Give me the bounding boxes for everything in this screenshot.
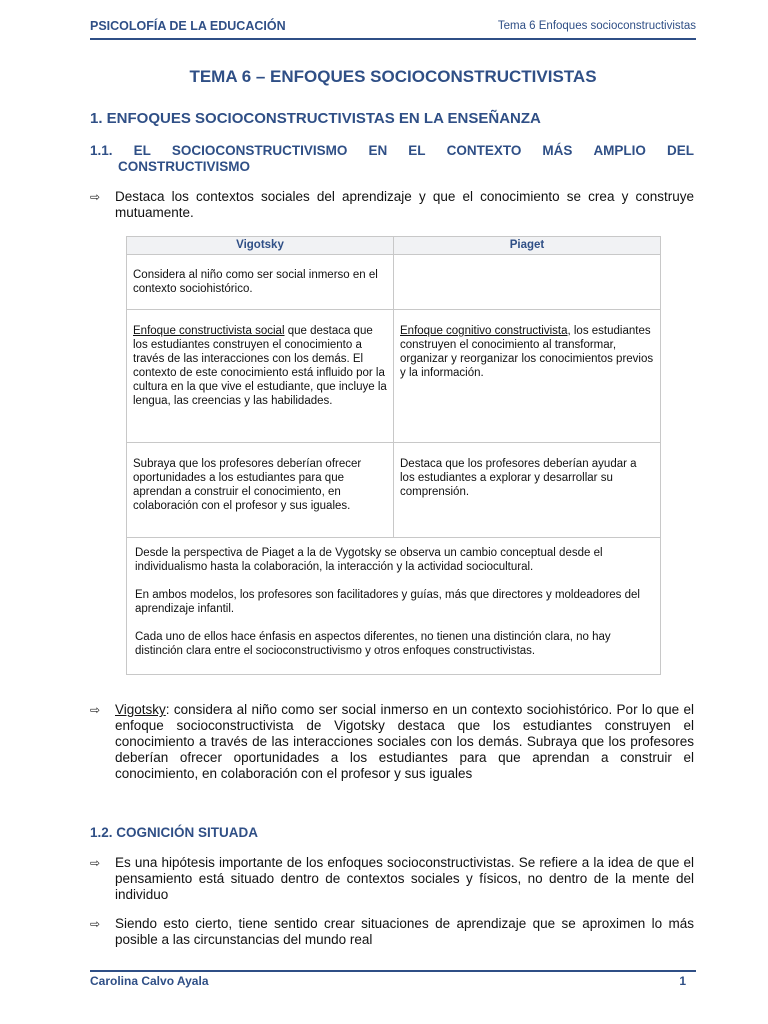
column-header-vigotsky: Vigotsky: [127, 237, 394, 255]
bullet-text-rest: : considera al niño como ser social inmerso en un contexto sociohistórico. Por lo que el enfoque socioconstructivista de Vigotsky destaca que los estudiantes construyen el conocimiento a través de las interacciones sociales con los demás. Subraya que los profesores deberían ofrecer oportunidades a los estudiantes para que aprendan a construir el conocimiento, en colaboración con el profesor y sus iguales: [115, 702, 694, 781]
summary-paragraph: Desde la perspectiva de Piaget a la de Vygotsky se observa un cambio conceptual desde el individualismo hasta la colaboración, la interacción y la actividad sociocultural.: [135, 547, 603, 573]
table-row: [127, 443, 661, 538]
underlined-term: Vigotsky: [115, 702, 166, 717]
page-footer: [90, 970, 696, 990]
section-1-1-line1: [90, 143, 694, 159]
cell-text-rest: , los estudiantes construyen el conocimiento al transformar, organizar y reorganizar los conocimientos previos y la información.: [400, 325, 654, 379]
summary-paragraph: Cada uno de ellos hace énfasis en aspectos diferentes, no tienen una distinción clara, no hay distinción clara entre el socioconstructivismo y otros enfoques constructivistas.: [135, 631, 611, 657]
table-cell: [394, 443, 661, 538]
heading-word: MÁS: [542, 143, 573, 158]
table-cell: [127, 310, 394, 443]
page-number: 1: [679, 974, 686, 988]
document-title: TEMA 6 – ENFOQUES SOCIOCONSTRUCTIVISTAS: [189, 67, 597, 86]
table-cell: [127, 255, 394, 310]
section-1-1-heading: [90, 143, 694, 175]
heading-word: DEL: [666, 143, 694, 158]
bullet-item: [90, 855, 694, 903]
cell-text: Considera al niño como ser social inmerso en el contexto sociohistórico.: [133, 269, 378, 295]
cell-text: [133, 310, 387, 408]
section-1-heading: 1. ENFOQUES SOCIOCONSTRUCTIVISTAS EN LA ENSEÑANZA: [90, 110, 541, 127]
summary-cell: [127, 538, 661, 675]
page-header: [90, 18, 696, 40]
footer-author: Carolina Calvo Ayala: [90, 974, 209, 988]
bullet-text: Destaca los contextos sociales del aprendizaje y que el conocimiento se crea y construye mutuamente.: [115, 189, 694, 220]
bullet-item: [90, 189, 694, 221]
arrow-bullet-icon: ⇨: [90, 703, 101, 717]
summary-paragraph: En ambos modelos, los profesores son facilitadores y guías, más que directores y moldeadores del aprendizaje infantil.: [135, 589, 640, 615]
bullet-text: Siendo esto cierto, tiene sentido crear situaciones de aprendizaje que se aproximen lo más posible a las circunstancias del mundo real: [115, 916, 694, 947]
table-header-row: [127, 237, 661, 255]
table-cell-empty: [394, 255, 661, 310]
cell-text-rest: que destaca que los estudiantes construyen el conocimiento a través de las interacciones con los demás. El contexto de este conocimiento está influido por la cultura en la que vive el estudiante, que incluye la lengua, las creencias y las habilidades.: [133, 325, 387, 407]
table-row: [127, 310, 661, 443]
bullet-item: [90, 702, 694, 782]
section-1-2-heading: 1.2. COGNICIÓN SITUADA: [90, 825, 259, 840]
bullet-item: [90, 916, 694, 948]
table-cell: [127, 443, 394, 538]
table-cell: [394, 310, 661, 443]
bullet-text: [115, 702, 694, 782]
heading-word: SOCIOCONSTRUCTIVISMO: [171, 143, 348, 158]
arrow-bullet-icon: ⇨: [90, 856, 101, 870]
section-1-1-line2: CONSTRUCTIVISMO: [118, 159, 251, 174]
cell-text: [400, 310, 654, 380]
heading-word: EN: [368, 143, 388, 158]
section-number: 1.1.: [90, 143, 113, 158]
comparison-table: [126, 236, 661, 675]
heading-word: EL: [408, 143, 426, 158]
arrow-bullet-icon: ⇨: [90, 190, 101, 204]
bullet-text: Es una hipótesis importante de los enfoques socioconstructivistas. Se refiere a la idea de que el pensamiento está situado dentro de contextos sociales y físicos, no dentro de la mente del individuo: [115, 855, 694, 902]
heading-word: CONTEXTO: [446, 143, 522, 158]
table-summary-row: [127, 538, 661, 675]
arrow-bullet-icon: ⇨: [90, 917, 101, 931]
heading-word: AMPLIO: [593, 143, 646, 158]
header-course-title: PSICOLOFÍA DE LA EDUCACIÓN: [90, 19, 286, 33]
header-topic: Tema 6 Enfoques socioconstructivistas: [497, 20, 696, 32]
heading-word: EL: [133, 143, 151, 158]
underlined-term: Enfoque constructivista social: [133, 325, 285, 337]
underlined-term: Enfoque cognitivo constructivista: [400, 325, 568, 337]
cell-text: Destaca que los profesores deberían ayudar a los estudiantes a explorar y desarrollar su comprensión.: [400, 458, 637, 498]
table-row: [127, 255, 661, 310]
column-header-piaget: Piaget: [394, 237, 661, 255]
cell-text: Subraya que los profesores deberían ofrecer oportunidades a los estudiantes para que aprendan a construir el conocimiento, en colaboración con el profesor y sus iguales.: [133, 458, 362, 512]
